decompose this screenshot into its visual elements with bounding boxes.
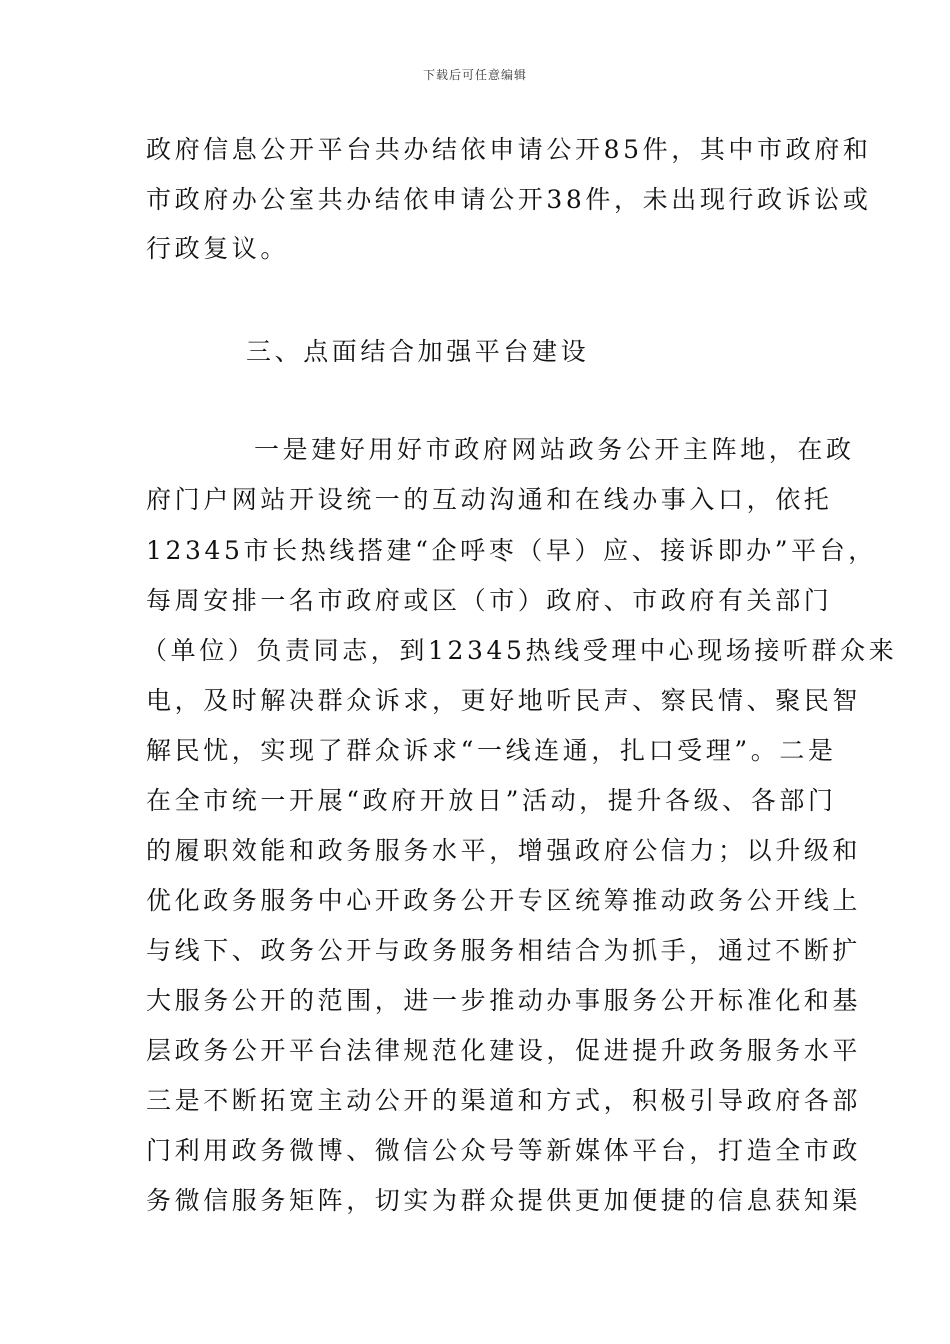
paragraph-line: 府门户网站开设统一的互动沟通和在线办事入口，依托: [146, 485, 833, 514]
paragraph-line: 12345市长热线搭建“企呼枣（早）应、接诉即办”平台，: [146, 536, 877, 565]
paragraph-line: 的履职效能和政务服务水平，增强政府公信力；以升级和: [146, 836, 862, 865]
paragraph-line: 门利用政务微博、微信公众号等新媒体平台，打造全市政: [146, 1136, 862, 1165]
paragraph-line: 政府信息公开平台共办结依申请公开85件，其中市政府和: [146, 135, 872, 164]
paragraph-line: 电，及时解决群众诉求，更好地听民声、察民情、聚民智: [146, 686, 862, 715]
page-header-note: 下载后可任意编辑: [422, 68, 527, 82]
paragraph-line: 解民忧，实现了群众诉求“一线连通，扎口受理”。二是: [146, 736, 837, 765]
paragraph-line: 在全市统一开展“政府开放日”活动，提升各级、各部门: [146, 786, 837, 815]
paragraph-line: 大服务公开的范围，进一步推动办事服务公开标准化和基: [146, 986, 862, 1015]
paragraph-line: 优化政务服务中心开政务公开专区统筹推动政务公开线上: [146, 886, 862, 915]
paragraph-line: （单位）负责同志，到12345热线受理中心现场接听群众来: [142, 636, 898, 665]
paragraph-line: 三是不断拓宽主动公开的渠道和方式，积极引导政府各部: [146, 1086, 862, 1115]
paragraph-line: 行政复议。: [146, 234, 290, 263]
paragraph-line: 每周安排一名市政府或区（市）政府、市政府有关部门: [146, 586, 833, 615]
paragraph-line: 一是建好用好市政府网站政务公开主阵地，在政: [254, 435, 855, 464]
paragraph-line: 务微信服务矩阵，切实为群众提供更加便捷的信息获知渠: [146, 1186, 862, 1215]
paragraph-line: 层政务公开平台法律规范化建设，促进提升政务服务水平: [146, 1036, 862, 1065]
paragraph-line: 与线下、政务公开与政务服务相结合为抓手，通过不断扩: [146, 936, 862, 965]
paragraph-line: 市政府办公室共办结依申请公开38件，未出现行政诉讼或: [146, 185, 872, 214]
section-heading: 三、点面结合加强平台建设: [246, 337, 590, 366]
